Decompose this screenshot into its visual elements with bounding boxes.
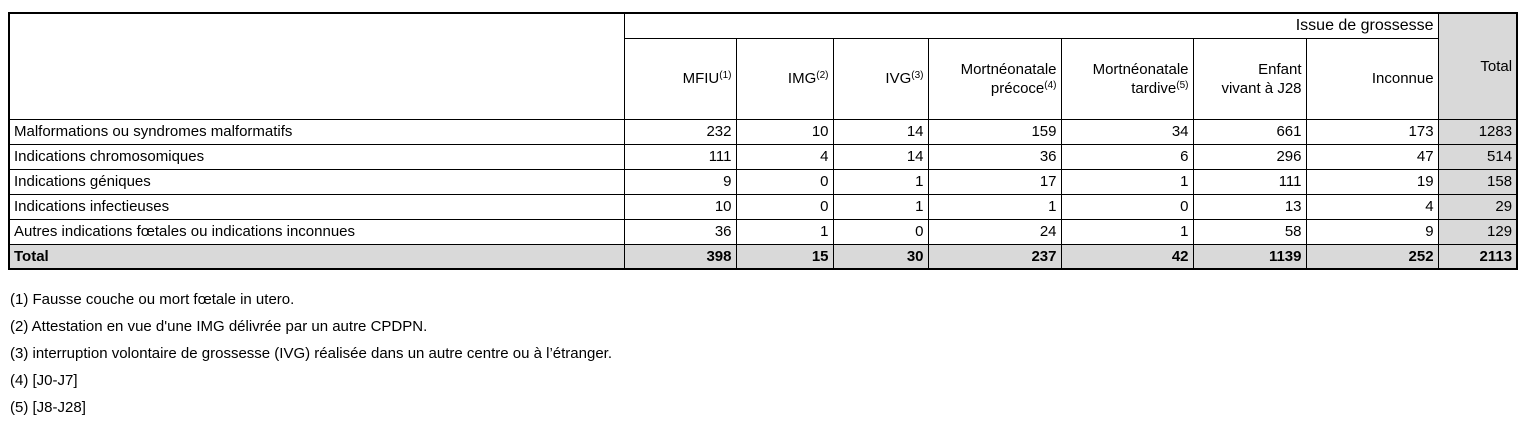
cell-mfiu: 9	[624, 169, 736, 194]
cell-mortneonatale-tardive: 42	[1061, 244, 1193, 269]
cell-ivg: 1	[833, 169, 928, 194]
footnote-4: (4) [J0-J7]	[10, 372, 78, 389]
cell-ivg: 30	[833, 244, 928, 269]
cell-total: 29	[1438, 194, 1517, 219]
cell-img: 0	[736, 169, 833, 194]
cell-enfant-vivant-a-j28: 1139	[1193, 244, 1306, 269]
cell-img: 10	[736, 119, 833, 144]
footnote-2: (2) Attestation en vue d'une IMG délivrée par un autre CPDPN.	[10, 318, 428, 335]
cell-mortneonatale-tardive: 6	[1061, 144, 1193, 169]
cell-mfiu: 111	[624, 144, 736, 169]
cell-mfiu: 10	[624, 194, 736, 219]
cell-mortneonatale-tardive: 0	[1061, 194, 1193, 219]
column-header-mortneonatale-tardive: Mortnéonatale tardive$^{(5)}$	[1061, 38, 1193, 119]
cell-img: 0	[736, 194, 833, 219]
cell-mortneonatale-precoce: 237	[928, 244, 1061, 269]
cell-mfiu: 232	[624, 119, 736, 144]
cell-mfiu: 398	[624, 244, 736, 269]
row-label: Indications infectieuses	[9, 194, 624, 219]
cell-mortneonatale-precoce: 1	[928, 194, 1061, 219]
cell-img: 15	[736, 244, 833, 269]
group-header-row	[9, 13, 1517, 38]
cell-total: 1283	[1438, 119, 1517, 144]
row-label: Indications chromosomiques	[9, 144, 624, 169]
cell-mortneonatale-precoce: 17	[928, 169, 1061, 194]
cell-mortneonatale-precoce: 36	[928, 144, 1061, 169]
row-label: Malformations ou syndromes malformatifs	[9, 119, 624, 144]
table-row	[9, 144, 1517, 169]
cell-enfant-vivant-a-j28: 111	[1193, 169, 1306, 194]
table-row	[9, 169, 1517, 194]
cell-mortneonatale-tardive: 1	[1061, 169, 1193, 194]
row-label: Autres indications fœtales ou indications inconnues	[9, 219, 624, 244]
column-header-img: IMG$^{(2)}$	[736, 38, 833, 119]
column-header-enfant-vivant-a-j28: Enfant vivant à J28	[1193, 38, 1306, 119]
cell-inconnue: 173	[1306, 119, 1438, 144]
cell-enfant-vivant-a-j28: 661	[1193, 119, 1306, 144]
footnote-1: (1) Fausse couche ou mort fœtale in utero.	[10, 291, 295, 308]
cell-total: 129	[1438, 219, 1517, 244]
column-header-inconnue: Inconnue	[1306, 38, 1438, 119]
cell-inconnue: 4	[1306, 194, 1438, 219]
cell-inconnue: 47	[1306, 144, 1438, 169]
cell-ivg: 1	[833, 194, 928, 219]
cell-total: 158	[1438, 169, 1517, 194]
cell-enfant-vivant-a-j28: 58	[1193, 219, 1306, 244]
cell-mortneonatale-tardive: 1	[1061, 219, 1193, 244]
cell-img: 4	[736, 144, 833, 169]
cell-enfant-vivant-a-j28: 296	[1193, 144, 1306, 169]
cell-inconnue: 19	[1306, 169, 1438, 194]
table-row	[9, 194, 1517, 219]
total-column-header: Total	[1438, 13, 1517, 119]
cell-mortneonatale-tardive: 34	[1061, 119, 1193, 144]
table-row	[9, 219, 1517, 244]
row-label: Indications géniques	[9, 169, 624, 194]
cell-total: 2113	[1438, 244, 1517, 269]
row-label-header-empty	[9, 13, 624, 119]
footnote-3: (3) interruption volontaire de grossesse (IVG) réalisée dans un autre centre ou à l’étranger.	[10, 345, 612, 362]
column-header-mortneonatale-precoce: Mortnéonatale précoce$^{(4)}$	[928, 38, 1061, 119]
cell-mortneonatale-precoce: 159	[928, 119, 1061, 144]
cell-ivg: 0	[833, 219, 928, 244]
total-row	[9, 244, 1517, 269]
pregnancy-outcome-table	[8, 12, 1518, 270]
total-row-label: Total	[9, 244, 624, 269]
cell-ivg: 14	[833, 119, 928, 144]
column-header-mfiu: MFIU$^{(1)}$	[624, 38, 736, 119]
footnotes	[10, 290, 612, 421]
cell-total: 514	[1438, 144, 1517, 169]
cell-enfant-vivant-a-j28: 13	[1193, 194, 1306, 219]
cell-mfiu: 36	[624, 219, 736, 244]
column-header-ivg: IVG$^{(3)}$	[833, 38, 928, 119]
cell-mortneonatale-precoce: 24	[928, 219, 1061, 244]
footnote-5: (5) [J8-J28]	[10, 399, 86, 416]
cell-inconnue: 9	[1306, 219, 1438, 244]
issue-de-grossesse-group-header: Issue de grossesse	[624, 13, 1438, 38]
cell-img: 1	[736, 219, 833, 244]
table-row	[9, 119, 1517, 144]
cell-ivg: 14	[833, 144, 928, 169]
cell-inconnue: 252	[1306, 244, 1438, 269]
